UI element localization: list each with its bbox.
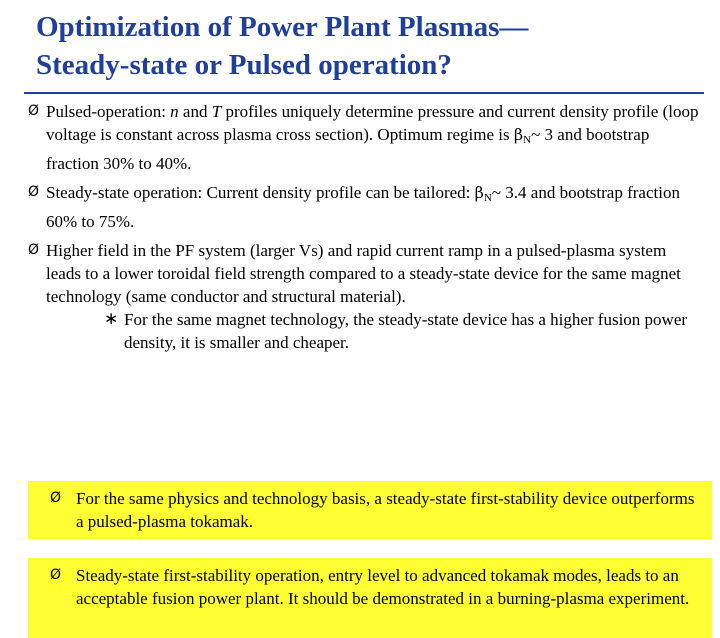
- highlight-box-1: [28, 481, 712, 539]
- bullet-text-part: Steady-state operation: Current density profile can be tailored:: [46, 183, 475, 202]
- highlight-box-2: [28, 558, 712, 638]
- sub-bullet: [46, 308, 700, 354]
- subscript-n: N: [483, 192, 492, 204]
- bullet-text: [46, 102, 698, 173]
- slide-title: [36, 8, 696, 84]
- slide-title-line-2: Steady-state or Pulsed operation?: [36, 49, 452, 81]
- symbol-n: n: [170, 102, 179, 121]
- sub-bullet-text: For the same magnet technology, the steady-state device has a higher fusion power density, it is smaller and cheaper.: [124, 310, 688, 352]
- slide-title-line-1: Optimization of Power Plant Plasmas—: [36, 11, 529, 43]
- subscript-n: N: [523, 134, 532, 146]
- arrow-bullet-icon: Ø: [50, 567, 62, 583]
- bullet-text: [46, 183, 680, 231]
- bullet-text-and: and: [178, 102, 212, 121]
- bullet-steady-state-operation: [28, 181, 700, 233]
- arrow-bullet-icon: Ø: [28, 242, 40, 258]
- arrow-bullet-icon: Ø: [28, 103, 40, 119]
- bullet-pulsed-operation: [28, 100, 700, 175]
- bullet-list: [28, 100, 700, 608]
- bullet-text-part: ~ 3 and bootstrap fraction 30% to 40%.: [46, 125, 650, 173]
- asterisk-bullet-icon: ∗: [104, 309, 119, 329]
- symbol-beta: β: [474, 183, 484, 202]
- arrow-bullet-icon: Ø: [28, 184, 40, 200]
- symbol-beta: β: [513, 125, 524, 144]
- arrow-bullet-icon: Ø: [50, 490, 62, 506]
- bullet-text: Higher field in the PF system (larger Vs) and rapid current ramp in a pulsed-plasma system leads to a lower toroidal field strength compared to a steady-state device for the same magnet technology (same conductor and structural material).: [46, 241, 681, 306]
- symbol-t: T: [211, 102, 222, 121]
- highlight-text: Steady-state first-stability operation, entry level to advanced tokamak modes, leads to an acceptable fusion power plant. It should be demonstrated in a burning-plasma experiment.: [76, 566, 690, 608]
- title-divider: [24, 92, 704, 94]
- bullet-higher-field: [28, 239, 700, 354]
- bullet-text-part: profiles uniquely determine pressure and current density profile (loop voltage is constant across plasma cross section). Optimum regime is: [46, 102, 699, 144]
- highlight-text: For the same physics and technology basis, a steady-state first-stability device outperforms a pulsed-plasma tokamak.: [76, 489, 695, 531]
- bullet-text-part: ~ 3.4 and bootstrap fraction 60% to 75%.: [46, 183, 680, 231]
- bullet-label: Pulsed-operation:: [46, 102, 171, 121]
